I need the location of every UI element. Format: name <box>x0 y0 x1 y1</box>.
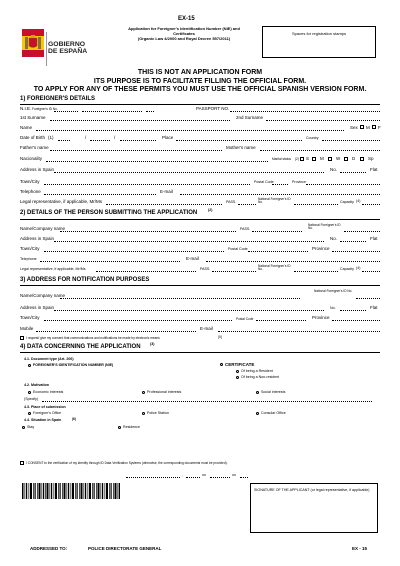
address-no-label: No. <box>330 167 338 172</box>
situation-stay-radio[interactable] <box>22 426 25 429</box>
s3-no-label: No. <box>330 306 336 310</box>
address-field[interactable] <box>54 172 324 173</box>
mot-economic-label: Economic interests <box>33 390 64 394</box>
form-code: EX-15 <box>178 16 195 22</box>
name-label: Name <box>20 125 33 130</box>
marital-d-checkbox[interactable] <box>344 157 348 161</box>
id-verification-label: I CONSENT to the verification of my identity through ID Data Verification Systems (otherwise, the corresponding documents must be provided). <box>26 461 228 465</box>
coat-of-arms-icon <box>20 26 46 60</box>
s2-postal-field[interactable] <box>248 251 308 252</box>
dob-year-field[interactable] <box>120 140 156 141</box>
marital-m-checkbox[interactable] <box>312 157 316 161</box>
surname1-label: 1st Surname <box>20 115 46 120</box>
section-4-title: 4) DATA CONCERNING THE APPLICATION <box>20 344 141 350</box>
nationality-label: Nacionality <box>20 156 43 161</box>
s2-legal-rep-field[interactable] <box>96 271 196 272</box>
electronic-consent-label: I request/ give my consent that communications and notifications be made by electronic means <box>26 336 160 340</box>
s3-postal-field[interactable] <box>256 320 306 321</box>
s3-town-label: Town/City <box>20 315 40 320</box>
electronic-consent-checkbox[interactable] <box>20 336 24 340</box>
situation-sup: (6) <box>72 417 76 421</box>
s2-flat-label: Flat <box>370 236 378 241</box>
logo-wordmark: GOBIERNO DE ESPAÑA <box>48 41 88 55</box>
signing-day-field[interactable] <box>186 477 200 478</box>
signing-place-field[interactable] <box>126 477 180 478</box>
legal-rep-natid-label: National Foreigner's ID No. <box>258 197 291 205</box>
motivation-label: 4.2. Motivation <box>24 383 49 387</box>
doc-type-label: 4.1. Document type (Art. 206) <box>24 357 74 361</box>
telephone-label: Telephone <box>20 189 41 194</box>
surname2-label: 2nd Surname <box>236 115 264 120</box>
legal-rep-field[interactable] <box>106 204 222 205</box>
place-submission-label: 4.3. Place of submission <box>24 405 66 409</box>
legal-rep-capacity-label: Capacity <box>340 200 354 204</box>
s2-legal-rep-label: Legal representative, if applicable, Mr/Ms <box>20 267 86 271</box>
dob-sep-2: / <box>114 135 116 140</box>
s3-email-field[interactable] <box>218 331 380 332</box>
s3-natid-label: National Foreigner's ID No. <box>314 289 353 293</box>
s2-telephone-label: Telephone <box>20 257 37 261</box>
nie-option-radio[interactable] <box>28 364 31 367</box>
nie-field-3[interactable] <box>146 111 154 112</box>
s2-capacity-sup: (4) <box>356 266 361 270</box>
sex-m-label: M <box>366 125 370 130</box>
passport-field[interactable] <box>230 111 380 112</box>
nie-field-1[interactable] <box>54 111 78 112</box>
electronic-consent-sup: (5) <box>218 335 222 339</box>
place-police-radio[interactable] <box>142 412 145 415</box>
certificate-option-radio[interactable] <box>220 363 223 366</box>
nie-option-label: FOREIGNER'S IDENTIFICATION NUMBER (NIE) <box>33 363 114 367</box>
section-3-rule <box>20 285 380 286</box>
place-field[interactable] <box>176 140 302 141</box>
marital-m-label: M <box>320 156 324 161</box>
logo-divider <box>46 32 47 66</box>
signing-month-field[interactable] <box>210 477 230 478</box>
form-title: Application for Foreigner's Identification Number (NIE) and Certificates <box>128 26 240 36</box>
legal-rep-label: Legal representative, if applicable, Mr/Ms <box>20 199 103 204</box>
s2-province-label: Province <box>312 246 330 251</box>
postal-label: Postal Code <box>254 180 274 184</box>
barcode-icon <box>22 483 120 499</box>
marital-sup: (2) <box>295 157 299 161</box>
cert-nonresident-label: Of being a Non-resident <box>241 375 280 379</box>
place-office-label: Foreigner's Office <box>33 411 62 415</box>
signature-label: SIGNATURE OF THE APPLICANT (or legal representative, if applicable) <box>254 488 370 492</box>
s3-address-label: Address in Spain <box>20 305 55 310</box>
s3-flat-label: Flat <box>370 305 378 310</box>
fathers-name-field[interactable] <box>50 150 222 151</box>
s3-town-field[interactable] <box>44 320 232 321</box>
directorate-label: POLICE DIRECTORATE GENERAL <box>88 546 162 551</box>
s3-name-label: Name/Company name <box>20 293 66 298</box>
s3-mobile-field[interactable] <box>36 331 196 332</box>
marital-w-checkbox[interactable] <box>328 157 332 161</box>
s2-natid-label: National Foreigner's ID No. <box>308 223 341 231</box>
country-field[interactable] <box>322 140 380 141</box>
section-3-title: 3) ADDRESS FOR NOTIFICATION PURPOSES <box>20 277 150 283</box>
s3-mobile-label: Mobile <box>20 326 34 331</box>
address-label: Address in Spain <box>20 167 55 172</box>
email-label: E-mail <box>160 189 173 194</box>
s3-province-label: Province <box>312 315 330 320</box>
marital-s-checkbox[interactable] <box>300 157 304 161</box>
marital-d-label: D <box>352 156 356 161</box>
legal-rep-pass-field[interactable] <box>238 204 256 205</box>
address-no-field[interactable] <box>340 172 366 173</box>
s2-town-field[interactable] <box>44 251 224 252</box>
sex-f-label: F <box>378 125 381 130</box>
situation-label: 4.4. Situation in Spain <box>24 418 62 422</box>
s2-name-label: Name/Company name <box>20 226 66 231</box>
situation-stay-label: Stay <box>27 425 35 429</box>
notice-line-2: ITS PURPOSE IS TO FACILITATE FILLING THE OFFICIAL FORM. <box>93 78 307 85</box>
s2-capacity-field[interactable] <box>362 271 380 272</box>
section-2-title: 2) DETAILS OF THE PERSON SUBMITTING THE APPLICATION <box>20 210 198 216</box>
dob-month-field[interactable] <box>90 140 110 141</box>
s2-natid-field[interactable] <box>344 231 380 232</box>
mot-professional-label: Professional interests <box>147 390 182 394</box>
legal-rep-natid-field[interactable] <box>294 204 338 205</box>
place-label: Place <box>162 135 174 140</box>
fathers-name-label: Father's name <box>20 145 49 150</box>
address-flat-label: Flat <box>370 167 378 172</box>
cert-resident-radio[interactable] <box>236 370 239 373</box>
marital-s-label: S <box>306 156 310 161</box>
section-4-sup: (3) <box>150 342 155 346</box>
signing-on-label: on <box>202 473 206 477</box>
s2-town-label: Town/City <box>20 246 40 251</box>
certificate-option-label: CERTIFICATE <box>225 362 255 367</box>
section-1-title: 1) FOREIGNER'S DETAILS <box>20 96 95 102</box>
s2-legal-rep-pass-field[interactable] <box>212 271 256 272</box>
situation-residence-radio[interactable] <box>118 426 121 429</box>
s2-pass-label: PASS. <box>240 227 251 231</box>
place-office-radio[interactable] <box>28 412 31 415</box>
s2-address-label: Address in Spain <box>20 236 55 241</box>
province-label: Province <box>292 180 306 184</box>
sex-m-checkbox[interactable] <box>360 125 364 129</box>
s2-email-label: E-mail <box>186 256 199 261</box>
notice-line-1: THIS IS NOT AN APPLICATION FORM <box>137 69 263 76</box>
s2-telephone-field[interactable] <box>40 261 180 262</box>
sex-f-checkbox[interactable] <box>372 125 376 129</box>
s2-province-field[interactable] <box>332 251 380 252</box>
surname2-field[interactable] <box>266 120 380 121</box>
dob-day-field[interactable] <box>58 140 70 141</box>
s2-capacity-label: Capacity <box>340 267 354 271</box>
email-field[interactable] <box>180 194 380 195</box>
section-1-rule <box>20 104 380 105</box>
s2-pass-field[interactable] <box>252 231 302 232</box>
notice-line-3: TO APPLY FOR ANY OF THESE PERMITS YOU MUST USE THE OFFICIAL SPANISH VERSION FORM. <box>33 86 367 93</box>
stamp-label: Spaces for registration stamps <box>291 31 347 36</box>
s3-name-field[interactable] <box>60 298 300 299</box>
addressed-to-label: ADDRESSED TO: <box>30 546 68 551</box>
nie-label: N.I.E. <box>20 106 32 111</box>
country-label: Country <box>306 136 319 140</box>
place-police-label: Police Station <box>147 411 169 415</box>
s3-natid-field[interactable] <box>356 298 380 299</box>
form-title-block <box>120 26 248 41</box>
s3-province-field[interactable] <box>332 320 380 321</box>
s2-legal-rep-natid-label: National Foreigner's ID No. <box>258 264 291 272</box>
mot-social-radio[interactable] <box>256 391 259 394</box>
s3-postal-label: Postal Code <box>236 317 254 321</box>
form-law: (Organic Law 4/2000 and Royal Decree 557/2011) <box>137 36 231 41</box>
specify-field[interactable] <box>42 401 372 402</box>
s2-address-field[interactable] <box>54 241 324 242</box>
town-field[interactable] <box>44 184 250 185</box>
marital-sp-label: Sp <box>368 156 374 161</box>
postal-field[interactable] <box>272 184 288 185</box>
legal-rep-pass-label: PASS. <box>226 200 237 204</box>
registration-stamp-box <box>262 26 376 58</box>
s2-legal-rep-pass-label: PASS. <box>200 267 211 271</box>
place-consular-radio[interactable] <box>256 412 259 415</box>
dob-label: Date of Birth <box>20 135 46 140</box>
legal-rep-capacity-sup: (4) <box>356 199 361 203</box>
province-field[interactable] <box>306 184 380 185</box>
marital-w-label: W <box>336 156 341 161</box>
passport-label: PASSPORT NO. <box>196 106 230 111</box>
town-label: Town/City <box>20 179 40 184</box>
situation-residence-label: Residence <box>123 425 140 429</box>
name-field[interactable] <box>36 130 344 131</box>
signature-box[interactable] <box>250 483 378 533</box>
marital-label: Marital status <box>272 157 291 161</box>
s3-no-field[interactable] <box>340 310 366 311</box>
signing-comma: , <box>182 473 183 477</box>
id-verification-checkbox[interactable] <box>20 461 24 465</box>
s2-name-field[interactable] <box>60 231 236 232</box>
section-4-rule <box>20 352 380 353</box>
s2-no-field[interactable] <box>340 241 366 242</box>
surname1-field[interactable] <box>50 120 230 121</box>
footer-code: EX - 15 <box>352 546 368 551</box>
s2-postal-label: Postal Code <box>228 247 248 251</box>
cert-nonresident-radio[interactable] <box>236 376 239 379</box>
nie-note: Foreigner's ID No. <box>32 107 58 111</box>
dob-sup: (1) <box>48 135 54 140</box>
s2-email-field[interactable] <box>206 261 380 262</box>
nationality-field[interactable] <box>46 161 268 162</box>
marital-sp-checkbox[interactable] <box>360 157 364 161</box>
section-2-sup: (2) <box>208 208 213 212</box>
legal-rep-capacity-field[interactable] <box>362 204 380 205</box>
place-consular-label: Consular Office <box>261 411 286 415</box>
nie-field-2[interactable] <box>82 111 142 112</box>
signing-on-label-2: on <box>232 473 236 477</box>
mothers-name-label: Mother's name <box>226 145 256 150</box>
sex-label: Sex <box>350 125 358 130</box>
mot-economic-radio[interactable] <box>28 391 31 394</box>
mot-professional-radio[interactable] <box>142 391 145 394</box>
cert-resident-label: Of being a Resident <box>241 369 273 373</box>
s2-no-label: No. <box>330 236 338 241</box>
dob-sep-1: / <box>85 135 87 140</box>
s2-legal-rep-natid-field[interactable] <box>294 271 338 272</box>
mothers-name-field[interactable] <box>260 150 380 151</box>
specify-label: (Specify) <box>24 397 39 401</box>
section-2-rule <box>20 219 380 220</box>
signing-year-field[interactable] <box>240 477 248 478</box>
telephone-field[interactable] <box>44 194 156 195</box>
mot-social-label: Social interests <box>261 390 286 394</box>
s3-address-field[interactable] <box>54 310 324 311</box>
s3-email-label: E-mail <box>200 326 213 331</box>
